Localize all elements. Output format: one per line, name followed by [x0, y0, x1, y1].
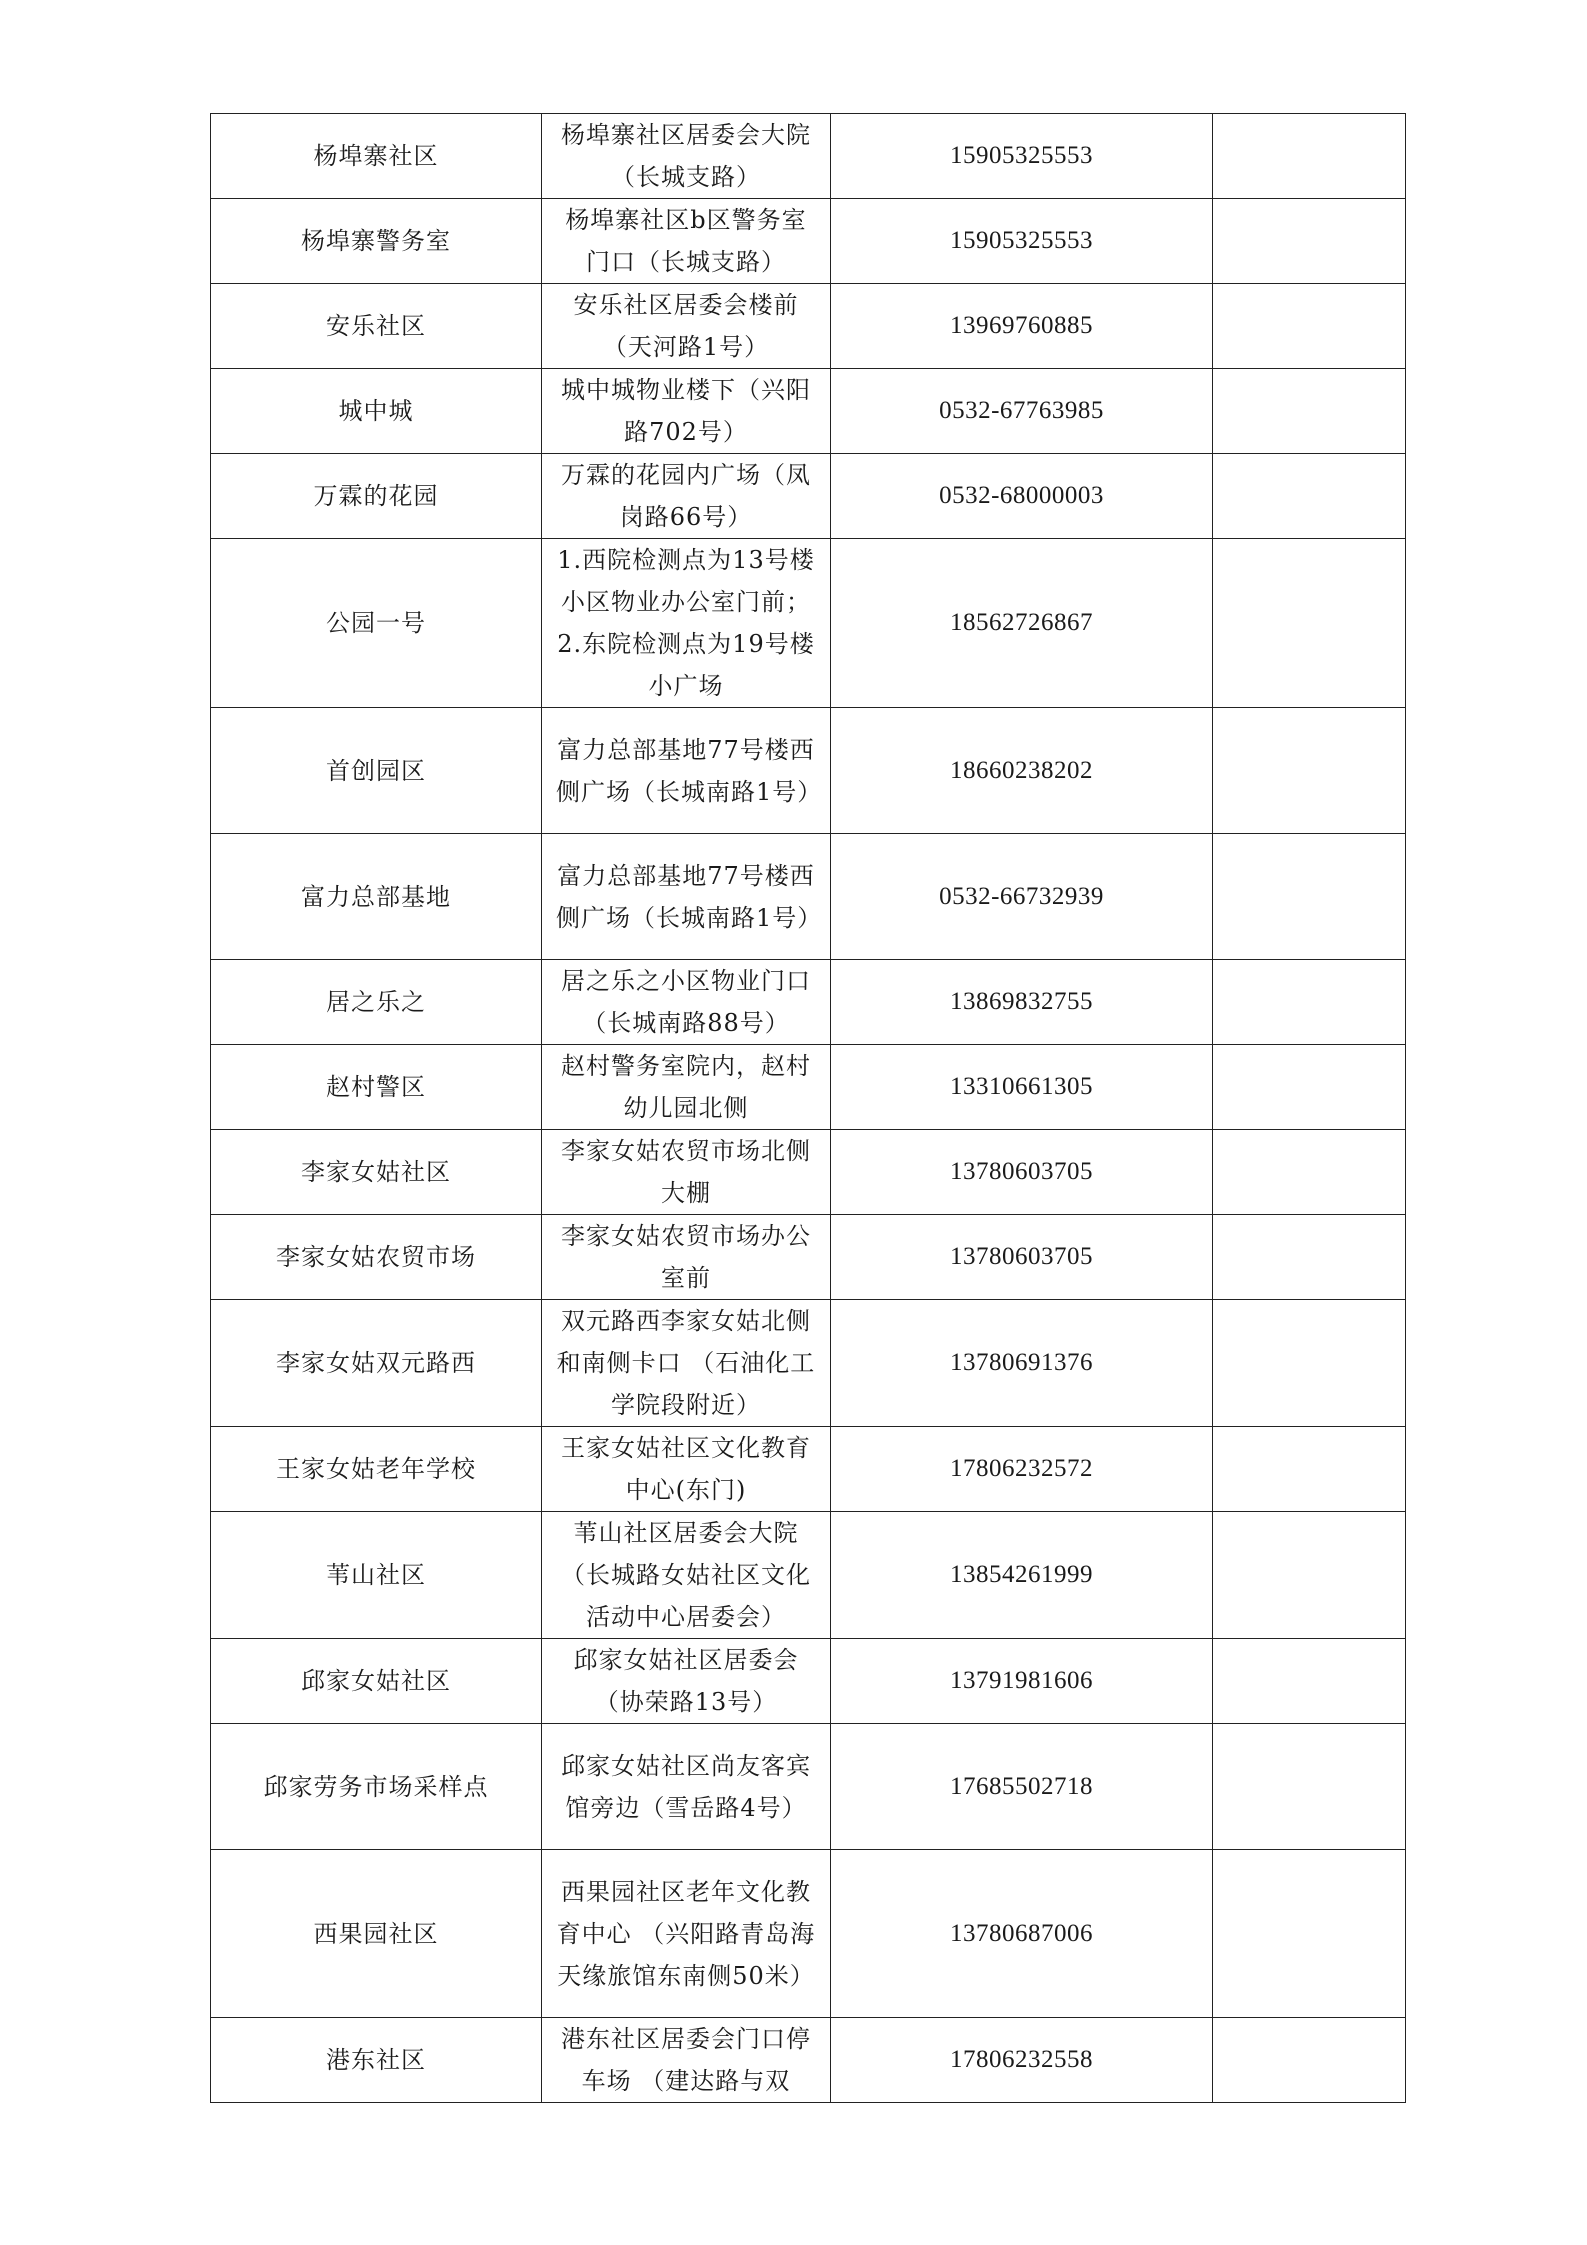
site-name-cell: 杨埠寨警务室	[211, 199, 542, 284]
site-address-cell: 赵村警务室院内，赵村幼儿园北侧	[542, 1045, 831, 1130]
table-row	[211, 1639, 1406, 1724]
site-address-cell: 杨埠寨社区居委会大院（长城支路）	[542, 114, 831, 199]
site-address-cell: 王家女姑社区文化教育中心(东门)	[542, 1427, 831, 1512]
site-extra-cell	[1213, 1724, 1406, 1850]
table-row	[211, 1850, 1406, 2018]
table-row	[211, 1215, 1406, 1300]
table-row	[211, 1130, 1406, 1215]
site-phone-cell: 18660238202	[831, 708, 1213, 834]
site-address-cell: 李家女姑农贸市场办公室前	[542, 1215, 831, 1300]
table-row	[211, 708, 1406, 834]
site-extra-cell	[1213, 199, 1406, 284]
site-phone-cell: 0532-68000003	[831, 454, 1213, 539]
site-extra-cell	[1213, 539, 1406, 708]
site-name-cell: 城中城	[211, 369, 542, 454]
site-name-cell: 赵村警区	[211, 1045, 542, 1130]
site-extra-cell	[1213, 960, 1406, 1045]
table-row	[211, 539, 1406, 708]
site-extra-cell	[1213, 1215, 1406, 1300]
site-address-cell: 港东社区居委会门口停车场 （建达路与双	[542, 2018, 831, 2103]
site-name-cell: 邱家女姑社区	[211, 1639, 542, 1724]
site-phone-cell: 15905325553	[831, 199, 1213, 284]
site-phone-cell: 13310661305	[831, 1045, 1213, 1130]
site-extra-cell	[1213, 1850, 1406, 2018]
site-extra-cell	[1213, 1045, 1406, 1130]
site-phone-cell: 13780603705	[831, 1130, 1213, 1215]
site-extra-cell	[1213, 1300, 1406, 1427]
table-row	[211, 1724, 1406, 1850]
site-address-cell: 西果园社区老年文化教育中心 （兴阳路青岛海天缘旅馆东南侧50米）	[542, 1850, 831, 2018]
site-name-cell: 李家女姑双元路西	[211, 1300, 542, 1427]
site-name-cell: 居之乐之	[211, 960, 542, 1045]
site-phone-cell: 18562726867	[831, 539, 1213, 708]
site-address-cell: 1.西院检测点为13号楼小区物业办公室门前；2.东院检测点为19号楼小广场	[542, 539, 831, 708]
site-phone-cell: 15905325553	[831, 114, 1213, 199]
site-phone-cell: 0532-66732939	[831, 834, 1213, 960]
site-phone-cell: 13791981606	[831, 1639, 1213, 1724]
site-name-cell: 万霖的花园	[211, 454, 542, 539]
site-name-cell: 安乐社区	[211, 284, 542, 369]
site-phone-cell: 17685502718	[831, 1724, 1213, 1850]
site-name-cell: 李家女姑社区	[211, 1130, 542, 1215]
site-name-cell: 杨埠寨社区	[211, 114, 542, 199]
site-phone-cell: 13780687006	[831, 1850, 1213, 2018]
site-address-cell: 万霖的花园内广场（凤岗路66号）	[542, 454, 831, 539]
site-extra-cell	[1213, 1427, 1406, 1512]
table-row	[211, 199, 1406, 284]
site-address-cell: 杨埠寨社区b区警务室门口（长城支路）	[542, 199, 831, 284]
site-extra-cell	[1213, 834, 1406, 960]
site-name-cell: 港东社区	[211, 2018, 542, 2103]
site-phone-cell: 13869832755	[831, 960, 1213, 1045]
site-phone-cell: 13780603705	[831, 1215, 1213, 1300]
site-extra-cell	[1213, 284, 1406, 369]
site-extra-cell	[1213, 708, 1406, 834]
site-address-cell: 双元路西李家女姑北侧和南侧卡口 （石油化工学院段附近）	[542, 1300, 831, 1427]
site-name-cell: 富力总部基地	[211, 834, 542, 960]
site-address-cell: 苇山社区居委会大院（长城路女姑社区文化活动中心居委会）	[542, 1512, 831, 1639]
site-phone-cell: 17806232572	[831, 1427, 1213, 1512]
site-name-cell: 西果园社区	[211, 1850, 542, 2018]
table-row	[211, 960, 1406, 1045]
site-address-cell: 邱家女姑社区居委会（协荣路13号）	[542, 1639, 831, 1724]
site-phone-cell: 0532-67763985	[831, 369, 1213, 454]
site-extra-cell	[1213, 2018, 1406, 2103]
site-extra-cell	[1213, 114, 1406, 199]
site-name-cell: 邱家劳务市场采样点	[211, 1724, 542, 1850]
site-name-cell: 李家女姑农贸市场	[211, 1215, 542, 1300]
table-body	[211, 114, 1406, 2103]
site-extra-cell	[1213, 454, 1406, 539]
table-row	[211, 1300, 1406, 1427]
table-row	[211, 114, 1406, 199]
site-address-cell: 安乐社区居委会楼前（天河路1号）	[542, 284, 831, 369]
table-row	[211, 2018, 1406, 2103]
table-row	[211, 834, 1406, 960]
site-address-cell: 邱家女姑社区尚友客宾馆旁边（雪岳路4号）	[542, 1724, 831, 1850]
site-phone-cell: 13780691376	[831, 1300, 1213, 1427]
site-extra-cell	[1213, 369, 1406, 454]
table-row	[211, 1427, 1406, 1512]
site-address-cell: 居之乐之小区物业门口（长城南路88号）	[542, 960, 831, 1045]
site-address-cell: 富力总部基地77号楼西侧广场（长城南路1号）	[542, 834, 831, 960]
table-row	[211, 1045, 1406, 1130]
site-extra-cell	[1213, 1639, 1406, 1724]
site-address-cell: 李家女姑农贸市场北侧大棚	[542, 1130, 831, 1215]
site-name-cell: 苇山社区	[211, 1512, 542, 1639]
table-row	[211, 369, 1406, 454]
table-row	[211, 454, 1406, 539]
site-address-cell: 城中城物业楼下（兴阳路702号）	[542, 369, 831, 454]
table-row	[211, 1512, 1406, 1639]
site-name-cell: 王家女姑老年学校	[211, 1427, 542, 1512]
site-name-cell: 首创园区	[211, 708, 542, 834]
site-extra-cell	[1213, 1512, 1406, 1639]
site-extra-cell	[1213, 1130, 1406, 1215]
site-address-cell: 富力总部基地77号楼西侧广场（长城南路1号）	[542, 708, 831, 834]
table-row	[211, 284, 1406, 369]
site-phone-cell: 17806232558	[831, 2018, 1213, 2103]
site-phone-cell: 13854261999	[831, 1512, 1213, 1639]
site-phone-cell: 13969760885	[831, 284, 1213, 369]
testing-sites-table	[210, 113, 1406, 2103]
site-name-cell: 公园一号	[211, 539, 542, 708]
